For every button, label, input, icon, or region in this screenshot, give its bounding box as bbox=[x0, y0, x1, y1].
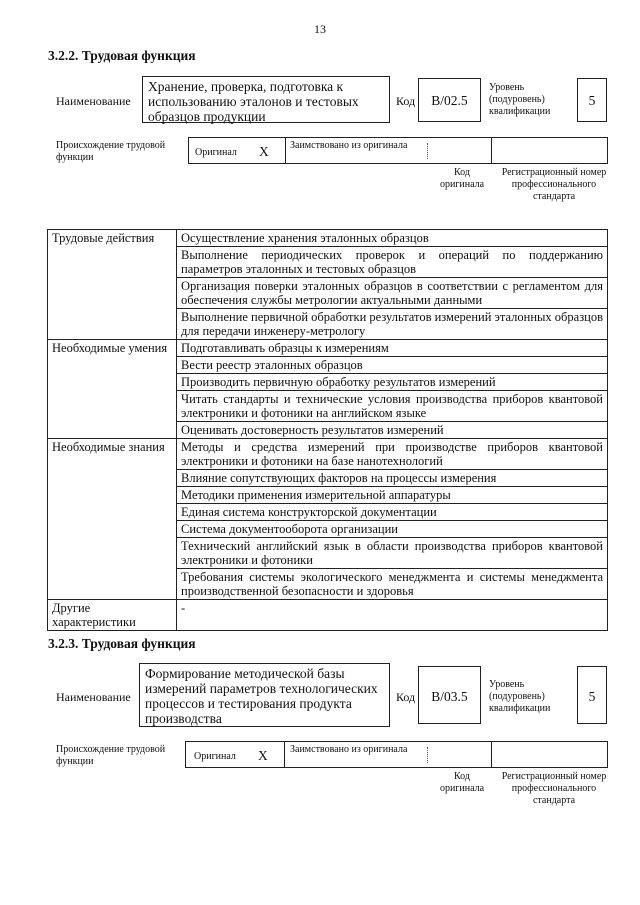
item-cell: Требования системы экологического менеджмента и системы менеджмента производственной безопасности и здоровья bbox=[177, 569, 608, 600]
borrowed-label-2: Заимствовано из оригинала bbox=[290, 744, 408, 755]
level-box bbox=[577, 78, 607, 122]
item-cell: Методики применения измерительной аппаратуры bbox=[177, 487, 608, 504]
name-label-2: Наименование bbox=[56, 690, 131, 704]
code-value: B/02.5 bbox=[431, 93, 468, 108]
level-box-2 bbox=[577, 666, 607, 724]
origin-dotted-divider bbox=[427, 143, 428, 159]
category-cell: Трудовые действия bbox=[48, 230, 177, 340]
reg-number-label: Регистрационный номер профессионального стандарта bbox=[501, 167, 607, 202]
function-name-box-2 bbox=[139, 663, 390, 727]
origin-row-2 bbox=[185, 741, 608, 768]
section-title-323: 3.2.3. Трудовая функция bbox=[48, 636, 196, 651]
item-cell: Выполнение периодических проверок и операций по поддержанию параметров эталонных и тестовых образцов bbox=[177, 247, 608, 278]
code-label: Код bbox=[396, 94, 416, 108]
name-label: Наименование bbox=[56, 94, 131, 108]
level-value: 5 bbox=[588, 93, 596, 108]
item-cell: Система документооборота организации bbox=[177, 521, 608, 538]
function-name-box bbox=[142, 76, 390, 123]
category-cell: Другие характеристики bbox=[48, 600, 177, 631]
page-number: 13 bbox=[314, 22, 326, 36]
code-original-label-2: Код оригинала bbox=[439, 771, 485, 794]
borrowed-label: Заимствовано из оригинала bbox=[290, 140, 408, 151]
item-cell: - bbox=[177, 600, 608, 631]
function-name-value: Хранение, проверка, подготовка к использованию эталонов и тестовых образцов продукции bbox=[148, 79, 359, 124]
code-box bbox=[418, 78, 481, 122]
origin-row bbox=[188, 137, 608, 164]
item-cell: Единая система конструкторской документации bbox=[177, 504, 608, 521]
original-mark: X bbox=[259, 144, 269, 159]
level-value-2: 5 bbox=[588, 689, 596, 704]
section-title-322: 3.2.2. Трудовая функция bbox=[48, 48, 196, 63]
reg-number-label-2: Регистрационный номер профессионального стандарта bbox=[501, 771, 607, 806]
item-cell: Вести реестр эталонных образцов bbox=[177, 357, 608, 374]
origin-dotted-divider-2 bbox=[427, 747, 428, 763]
table-row bbox=[48, 340, 608, 357]
item-cell: Производить первичную обработку результатов измерений bbox=[177, 374, 608, 391]
original-label-2: Оригинал bbox=[194, 751, 236, 762]
origin-divider-3 bbox=[284, 742, 285, 767]
table-row bbox=[48, 600, 608, 631]
origin-divider-4 bbox=[491, 742, 492, 767]
origin-label-2: Происхождение трудовой функции bbox=[56, 744, 166, 767]
item-cell: Осуществление хранения эталонных образцов bbox=[177, 230, 608, 247]
item-cell: Читать стандарты и технические условия производства приборов квантовой электроники и фотоники на английском языке bbox=[177, 391, 608, 422]
original-mark-2: X bbox=[258, 748, 268, 763]
item-cell: Организация поверки эталонных образцов в соответствии с регламентом для обеспечения службы метрологии актуальными данными bbox=[177, 278, 608, 309]
function-name-value-2: Формирование методической базы измерений параметров технологических процессов и тестирования продукта производства bbox=[145, 666, 378, 726]
code-original-label: Код оригинала bbox=[439, 167, 485, 190]
table-row bbox=[48, 439, 608, 470]
level-label-2: Уровень (подуровень) квалификации bbox=[489, 679, 551, 714]
origin-divider bbox=[285, 138, 286, 163]
origin-label: Происхождение трудовой функции bbox=[56, 140, 166, 163]
table-row bbox=[48, 230, 608, 247]
level-label: Уровень (подуровень) квалификации bbox=[489, 82, 551, 117]
category-cell: Необходимые умения bbox=[48, 340, 177, 439]
original-label: Оригинал bbox=[195, 147, 237, 158]
code-value-2: B/03.5 bbox=[431, 689, 468, 704]
item-cell: Подготавливать образцы к измерениям bbox=[177, 340, 608, 357]
item-cell: Влияние сопутствующих факторов на процессы измерения bbox=[177, 470, 608, 487]
item-cell: Технический английский язык в области производства приборов квантовой электроники и фотоники bbox=[177, 538, 608, 569]
category-cell: Необходимые знания bbox=[48, 439, 177, 600]
item-cell: Выполнение первичной обработки результатов измерений эталонных образцов для передачи инженеру-метрологу bbox=[177, 309, 608, 340]
origin-divider-2 bbox=[491, 138, 492, 163]
item-cell: Методы и средства измерений при производстве приборов квантовой электроники и фотоники на базе нанотехнологий bbox=[177, 439, 608, 470]
labor-function-table bbox=[47, 229, 608, 631]
item-cell: Оценивать достоверность результатов измерений bbox=[177, 422, 608, 439]
code-box-2 bbox=[418, 666, 481, 724]
code-label-2: Код bbox=[396, 690, 416, 704]
